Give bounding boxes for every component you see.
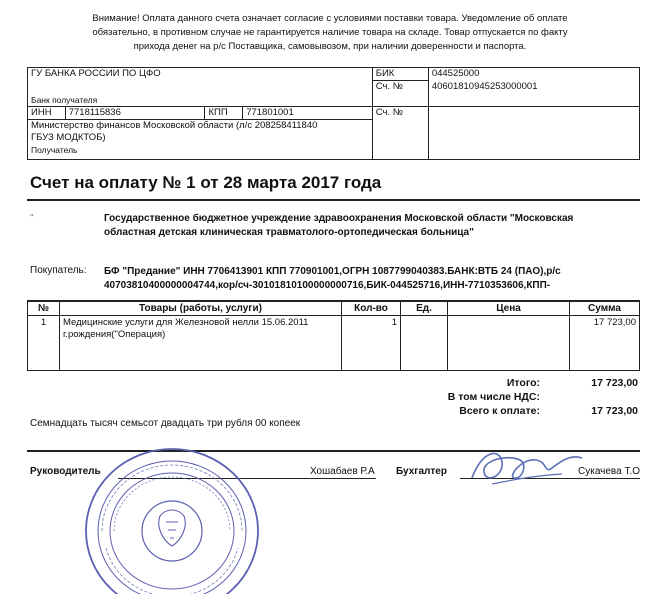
buyer-line-2: 40703810400000004744,кор/сч-30101810100000000716,БИК-044525716,ИНН-7710353606,КПП- [104, 280, 551, 291]
notice-line-1: Внимание! Оплата данного счета означает согласие с условиями поставки товара. Уведомление об оплате [92, 13, 568, 24]
row-goods-line-2: г.рождения("Операция) [63, 329, 166, 340]
inn-value: 7718115836 [65, 107, 205, 120]
account-label: Сч. № [372, 81, 428, 107]
recipient-line-2: ГБУЗ МОДКТОБ) [31, 132, 106, 143]
table-row [28, 316, 640, 371]
notice-line-3: прихода денег на р/с Поставщика, самовывозом, при наличии доверенности и паспорта. [133, 41, 527, 52]
row-unit [401, 316, 448, 371]
due-label: Всего к оплате: [459, 405, 540, 417]
accountant-label: Бухгалтер [396, 466, 447, 477]
total-value: 17 723,00 [591, 377, 638, 389]
kpp-label: КПП [205, 107, 243, 120]
amount-in-words: Семнадцать тысяч семьсот двадцать три рубля 00 копеек [30, 418, 301, 429]
recipient-label: Получатель [31, 145, 78, 155]
buyer-details [104, 265, 561, 293]
recipient-line-1: Министерство финансов Московской области (л/с 208258411840 [31, 120, 318, 131]
row-price [448, 316, 570, 371]
head-label: Руководитель [30, 466, 101, 477]
items-table [27, 300, 640, 371]
col-header-goods: Товары (работы, услуги) [60, 301, 342, 316]
accountant-name: Сукачева Т.О [578, 466, 641, 477]
col-header-num: № [28, 301, 60, 316]
account2-value [428, 107, 639, 160]
title-rule [27, 199, 640, 201]
col-header-qty: Кол-во [342, 301, 401, 316]
head-name: Хошабаев Р.А [310, 466, 375, 477]
row-goods-line-1: Медицинские услуги для Железновой нелли 15.06.2011 [63, 317, 309, 328]
col-header-price: Цена [448, 301, 570, 316]
supplier-mark: " [30, 213, 34, 224]
supplier-line-2: областная детская клиническая травматолого-ортопедическая больница" [104, 227, 474, 238]
kpp-value: 771801001 [243, 107, 373, 120]
bank-name: ГУ БАНКА РОССИИ ПО ЦФО [28, 68, 373, 81]
account-value: 40601810945253000001 [428, 81, 639, 107]
buyer-label: Покупатель: [30, 265, 87, 276]
notice-line-2: обязательно, в противном случае не гарантируется наличие товара на складе. Товар отпускается по факту [92, 27, 568, 38]
vat-label: В том числе НДС: [447, 391, 540, 403]
invoice-title: Счет на оплату № 1 от 28 марта 2017 года [30, 173, 382, 192]
bik-label: БИК [372, 68, 428, 81]
recipient-bank-label: Банк получателя [31, 95, 98, 105]
supplier-name [104, 212, 573, 240]
account2-label: Сч. № [372, 107, 428, 160]
due-value: 17 723,00 [591, 405, 638, 417]
col-header-sum: Сумма [570, 301, 640, 316]
row-num: 1 [28, 316, 60, 371]
row-qty: 1 [342, 316, 401, 371]
accountant-signature [462, 440, 592, 500]
supplier-line-1: Государственное бюджетное учреждение здравоохранения Московской области "Московская [104, 213, 574, 224]
payment-notice [60, 12, 600, 54]
total-label: Итого: [506, 377, 540, 389]
row-sum: 17 723,00 [570, 316, 640, 371]
row-goods [60, 316, 342, 371]
inn-label: ИНН [28, 107, 66, 120]
bik-value: 044525000 [428, 68, 639, 81]
col-header-unit: Ед. [401, 301, 448, 316]
official-stamp [82, 436, 262, 594]
buyer-line-1: БФ "Предание" ИНН 7706413901 КПП 770901001,ОГРН 1087799040383.БАНК:ВТБ 24 (ПАО),р/с [104, 266, 561, 277]
bank-details-table [27, 67, 640, 160]
